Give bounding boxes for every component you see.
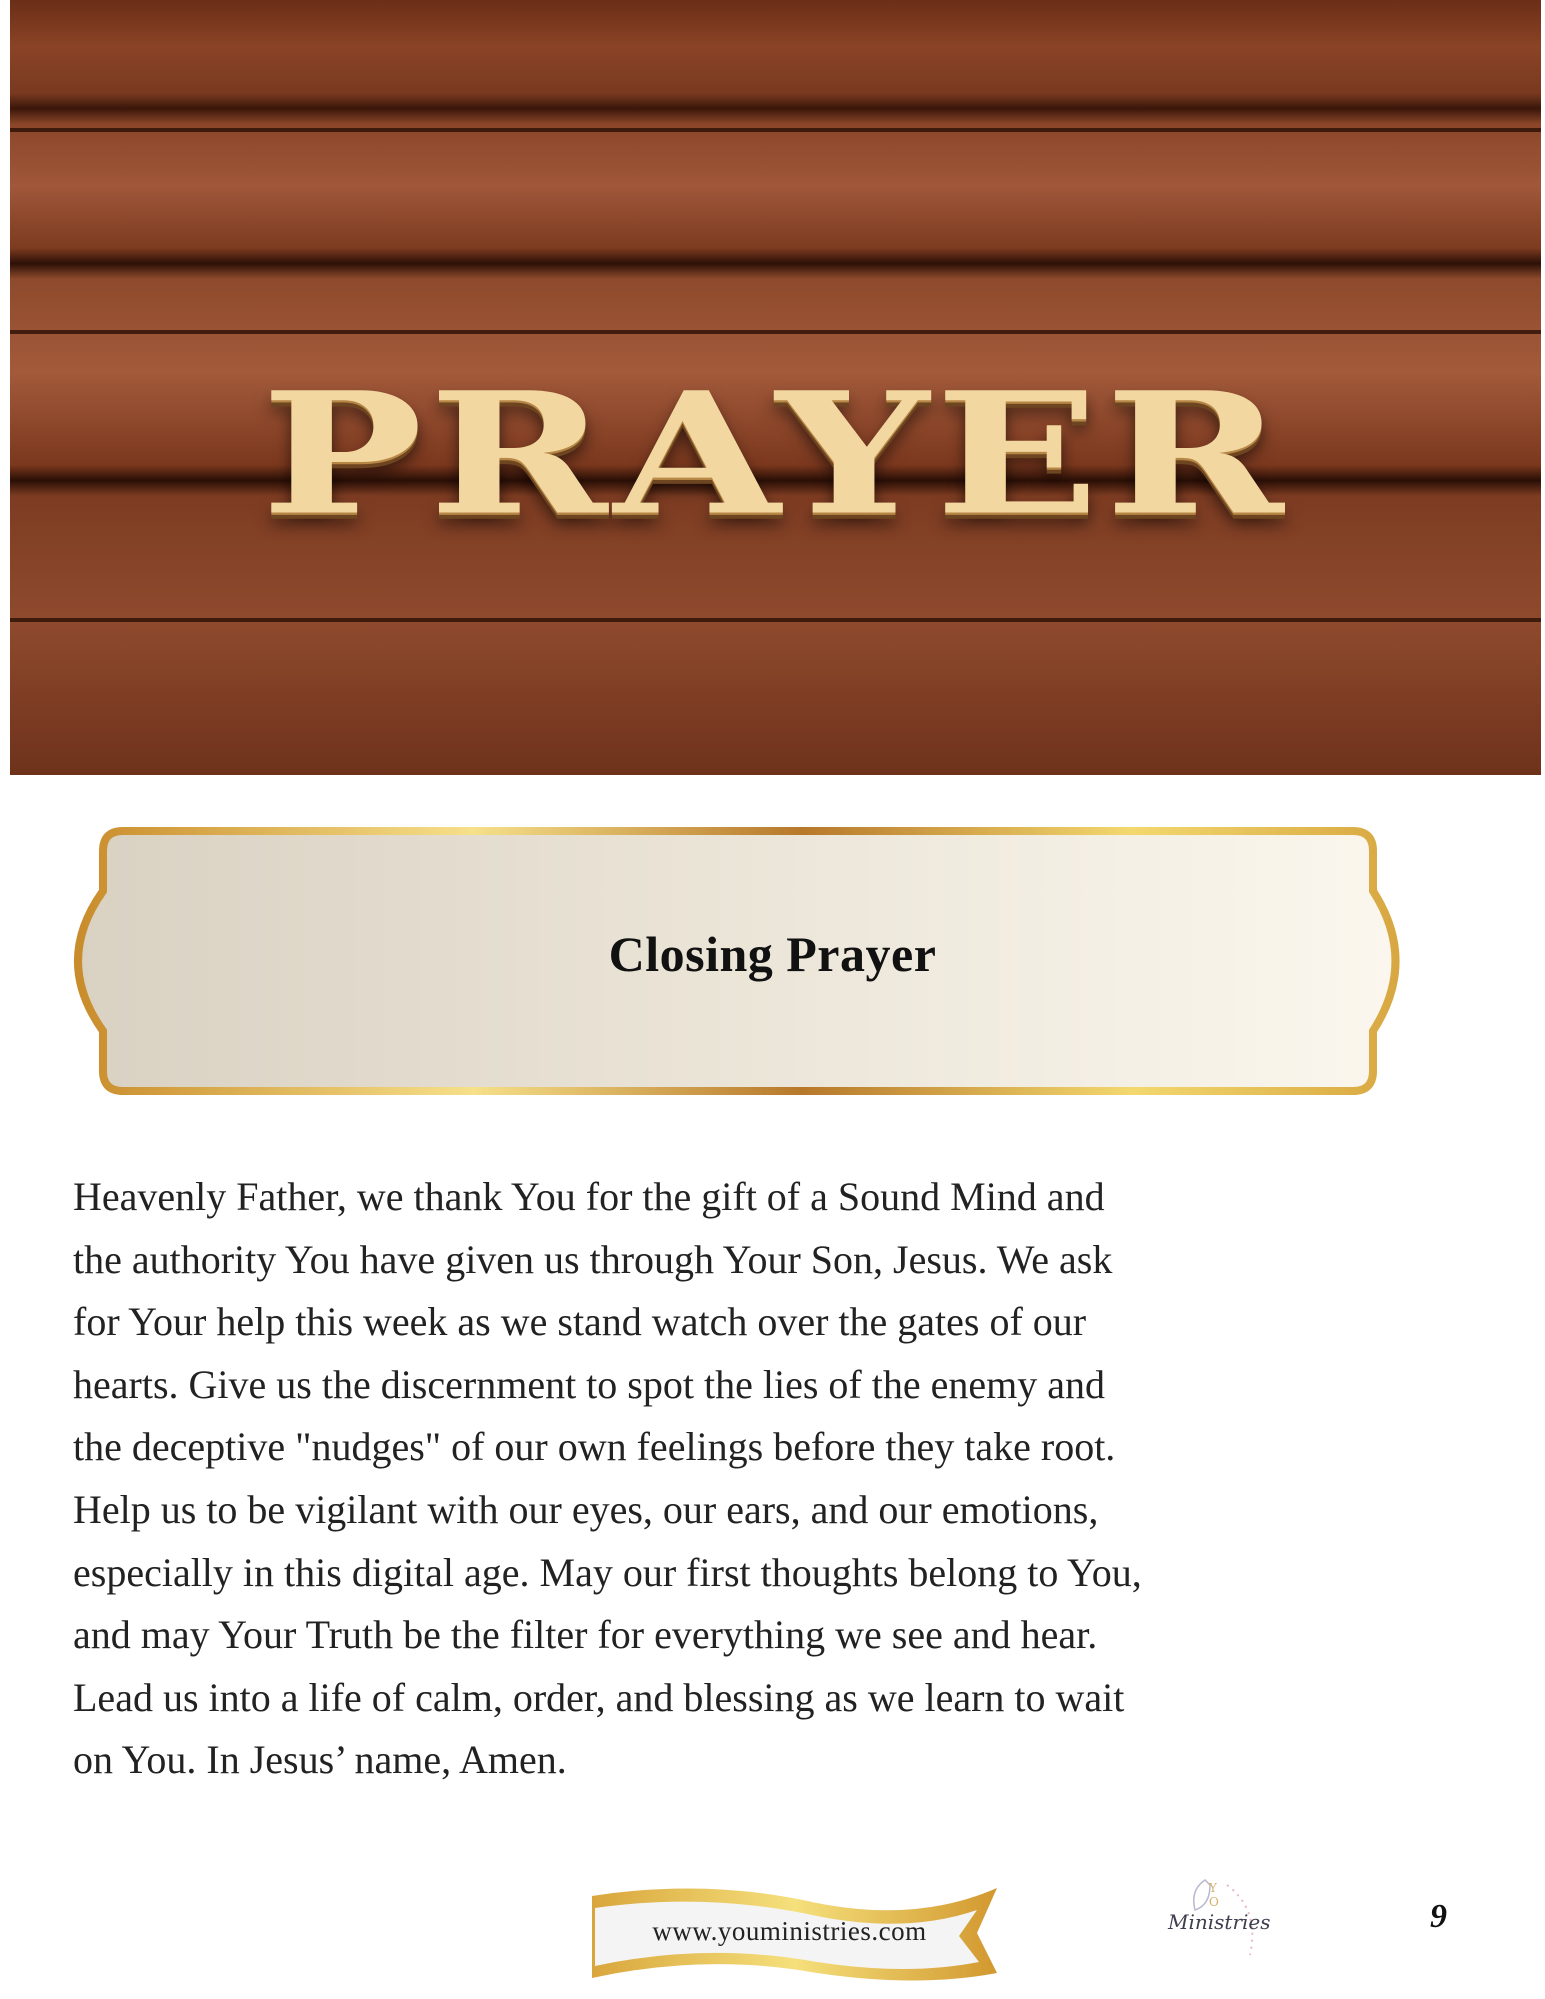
prayer-line: and may Your Truth be the filter for everything we see and hear.: [73, 1612, 1098, 1658]
website-link[interactable]: www.youministries.com: [652, 1916, 927, 1946]
prayer-text: [73, 1166, 1142, 1792]
page-number: 9: [1430, 1898, 1447, 1935]
prayer-line: Help us to be vigilant with our eyes, our ears, and our emotions,: [73, 1486, 1099, 1532]
prayer-line: especially in this digital age. May our first thoughts belong to You,: [73, 1549, 1142, 1595]
logo-text: Ministries: [1168, 1910, 1271, 1934]
prayer-line: Heavenly Father, we thank You for the gift of a Sound Mind and: [73, 1174, 1105, 1219]
svg-text:Y: Y: [1209, 1881, 1217, 1895]
prayer-line: the deceptive "nudges" of our own feelings before they take root.: [73, 1424, 1116, 1470]
prayer-line: Lead us into a life of calm, order, and blessing as we learn to wait: [73, 1674, 1125, 1720]
prayer-line: the authority You have given us through Your Son, Jesus. We ask: [73, 1236, 1113, 1282]
prayer-line: on You. In Jesus’ name, Amen.: [73, 1737, 567, 1783]
svg-text:O: O: [1209, 1895, 1219, 1909]
section-title: Closing Prayer: [608, 926, 937, 982]
hero-photo-word: PRAYER: [261, 355, 1290, 553]
hero-photo: [10, 0, 1541, 775]
prayer-line: hearts. Give us the discernment to spot the lies of the enemy and: [73, 1361, 1105, 1407]
prayer-line: for Your help this week as we stand watch over the gates of our: [73, 1299, 1087, 1345]
